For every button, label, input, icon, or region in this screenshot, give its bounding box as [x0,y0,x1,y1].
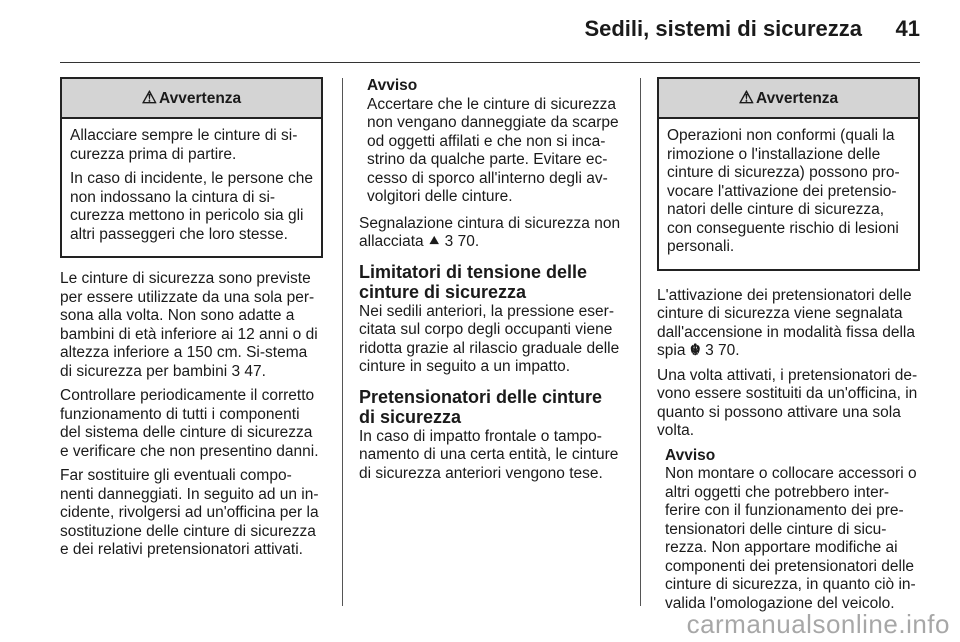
column-3 [657,77,920,621]
warning-triangle-icon: ⚠ [141,88,158,107]
warning-header [659,79,918,119]
warning-text: Operazioni non conformi (quali la rimozione o l'installazione delle cinture di sicurezza) possono pro-vocare l'attivazione dei pretensio-natori delle cinture di sicurezza, con conseguente rischio di lesioni personali. [667,127,900,255]
airbag-icon: ☬ [689,342,701,359]
warning-title: Avvertenza [756,90,839,107]
paragraph: Le cinture di sicurezza sono previste per essere utilizzate da una sola per-sona alla volta. Non sono adatte a bambini di età inferiore ai 12 anni o di altezza inferiore a 150 cm. Si-stema di sicurezza per bambini 3 47. [60,270,318,380]
section-heading: Pretensionatori delle cinture di sicurezza [359,386,603,427]
warning-text: Allacciare sempre le cinture di si-curezza prima di partire. [70,127,298,163]
note-text: Accertare che le cinture di sicurezza non vengano danneggiate da scarpe od oggetti affilati e che non si inca-strino da qualche parte. Evitare ec-cesso di sporco all'interno degli av-volgitori delle cinture. [367,95,619,205]
warning-triangle-icon: ⚠ [738,88,755,107]
column-divider-2 [640,78,641,606]
page-number: 41 [895,16,920,41]
page-title: Sedili, sistemi di sicurezza [584,16,862,41]
note-block [657,447,920,614]
page-reference-link[interactable]: 3 47. [231,362,266,380]
seatbelt-icon: ⯅ [427,233,441,250]
note-title: Avviso [665,446,716,464]
warning-box [657,77,920,271]
warning-title: Avvertenza [159,90,242,107]
paragraph: Far sostituire gli eventuali compo-nenti danneggiati. In seguito ad un in-cidente, rivolgersi ad un'officina per la sostituzione delle cinture di sicurezza e dei relativi pretensionatori attivati. [60,467,319,558]
paragraph: In caso di impatto frontale o tampo-namento di una certa entità, le cinture di sicurezza anteriori vengono tese. [359,427,619,482]
page-reference-link[interactable]: 3 70. [705,342,740,359]
column-2 [359,77,622,489]
warning-box [60,77,323,258]
paragraph: L'attivazione dei pretensionatori delle cinture di sicurezza viene segnalata dall'accensione in modalità fissa della spia ☬ 3 70. [657,286,915,359]
paragraph: Nei sedili anteriori, la pressione eser-citata sul corpo degli occupanti viene ridotta grazie al rilascio graduale delle cinture in seguito a un impatto. [359,302,620,375]
watermark: carmanualsonline.info [686,609,950,639]
paragraph: Una volta attivati, i pretensionatori de-vono essere sostituiti da un'officina, in quanto si possono attivare una sola volta. [657,366,918,439]
header-divider [60,62,920,63]
note-text: Non montare o collocare accessori o altri oggetti che potrebbero inter-ferire con il funzionamento dei pre-tensionatori delle cinture di sicu-rezza. Non apportare modifiche ai componenti dei pretensionatori delle cinture di sicurezza, in quanto ciò in-valida l'omologazione del veicolo. [665,465,917,612]
page-header [60,14,920,48]
paragraph: Controllare periodicamente il corretto funzionamento di tutti i componenti del sistema delle cinture di sicurezza e verificare che non presentino danni. [60,387,319,460]
warning-text: In caso di incidente, le persone che non indossano la cintura di si-curezza mettono in pericolo sia gli altri passeggeri che loro stesse. [70,170,313,243]
section-heading: Limitatori di tensione delle cinture di sicurezza [359,261,588,302]
column-divider-1 [342,78,343,606]
page-reference-link[interactable]: 3 70. [444,233,480,250]
warning-header [62,79,321,119]
paragraph: Segnalazione cintura di sicurezza non allacciata ⯅ 3 70. [359,214,621,250]
note-title: Avviso [367,77,418,94]
note-block [359,77,622,207]
column-1 [60,77,323,566]
